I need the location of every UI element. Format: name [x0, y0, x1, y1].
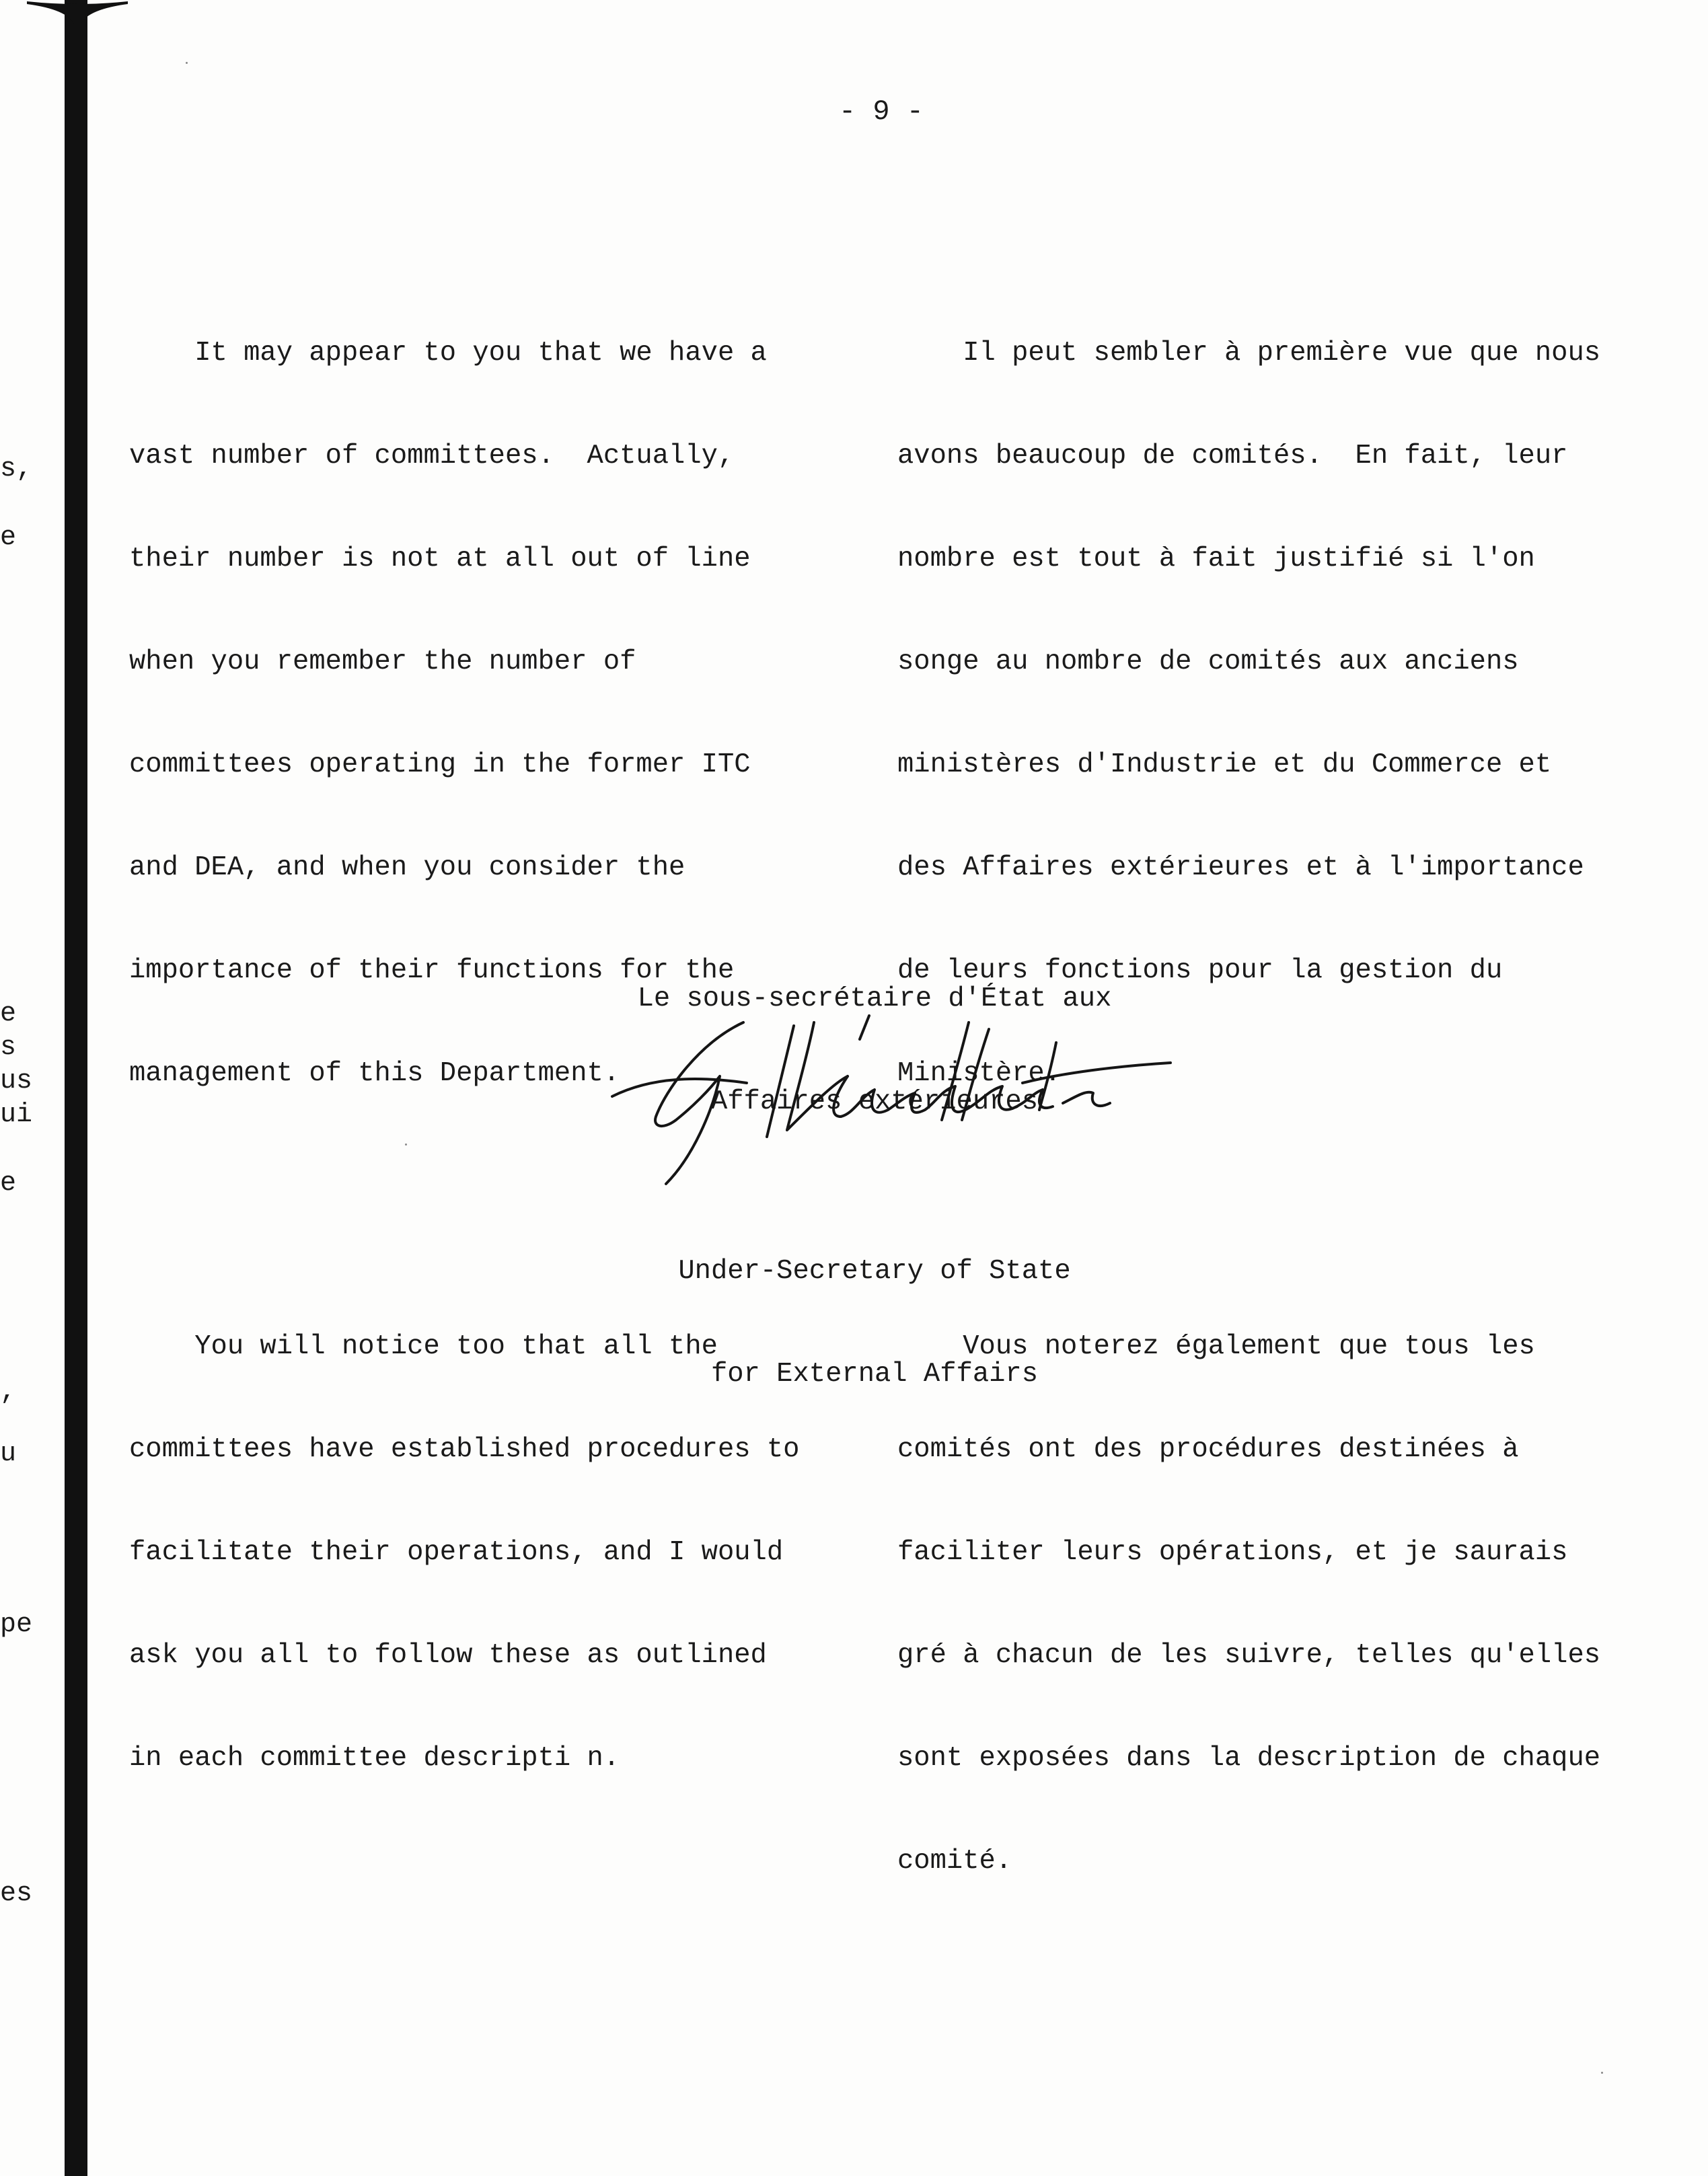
- scan-speck: [186, 62, 188, 64]
- text-line: committees have established procedures to: [129, 1434, 800, 1465]
- binding-bar: [65, 0, 87, 2176]
- gutter-text-fragments: [0, 0, 61, 2176]
- text-line: management of this Department.: [129, 1058, 620, 1089]
- gutter-fragment: ui: [0, 1100, 33, 1130]
- text-line: Le sous-secrétaire d'État aux: [637, 983, 1112, 1014]
- gutter-fragment: e: [0, 523, 17, 553]
- handwritten-signature: [592, 1002, 1197, 1197]
- text-line: facilitate their operations, and I would: [129, 1537, 784, 1568]
- scan-speck: [405, 1143, 407, 1146]
- text-line: Affaires extérieures: [710, 1086, 1039, 1117]
- gutter-fragment: e: [0, 1168, 17, 1199]
- text-line: in each committee descripti n.: [129, 1743, 620, 1774]
- text-line: for External Affairs: [710, 1359, 1039, 1390]
- page-number: - 9 -: [838, 96, 924, 128]
- gutter-fragment: es: [0, 1879, 33, 1909]
- text-line: Vous noterez également que tous les: [897, 1331, 1535, 1362]
- text-line: ministères d'Industrie et du Commerce et: [897, 749, 1552, 780]
- text-line: faciliter leurs opérations, et je saurais: [897, 1537, 1568, 1568]
- text-line: Il peut sembler à première vue que nous: [897, 338, 1601, 369]
- text-line: des Affaires extérieures et à l'importance: [897, 852, 1584, 883]
- gutter-fragment: u: [0, 1439, 17, 1469]
- scan-speck: [1601, 2072, 1603, 2074]
- gutter-fragment: e: [0, 999, 17, 1029]
- text-line: songe au nombre de comités aux anciens: [897, 646, 1519, 677]
- text-line: Under-Secretary of State: [678, 1256, 1071, 1287]
- text-line: It may appear to you that we have a: [129, 338, 767, 369]
- text-line: their number is not at all out of line: [129, 543, 751, 574]
- text-line: and DEA, and when you consider the: [129, 852, 685, 883]
- text-line: committees operating in the former ITC: [129, 749, 751, 780]
- gutter-fragment: us: [0, 1066, 33, 1096]
- text-line: importance of their functions for the: [129, 955, 735, 986]
- text-line: gré à chacun de les suivre, telles qu'elles: [897, 1640, 1601, 1671]
- gutter-fragment: s,: [0, 454, 33, 484]
- text-line: vast number of committees. Actually,: [129, 441, 735, 472]
- text-line: sont exposées dans la description de chaque: [897, 1743, 1601, 1774]
- gutter-fragment: ,: [0, 1377, 17, 1407]
- gutter-fragment: s: [0, 1033, 17, 1063]
- text-line: de leurs fonctions pour la gestion du: [897, 955, 1503, 986]
- signatory-title-english: [605, 1186, 1144, 1460]
- text-line: when you remember the number of: [129, 646, 636, 677]
- text-line: nombre est tout à fait justifié si l'on: [897, 543, 1535, 574]
- text-line: comité.: [897, 1846, 1012, 1877]
- gutter-fragment: pe: [0, 1610, 33, 1640]
- text-line: You will notice too that all the: [129, 1331, 718, 1362]
- text-line: comités ont des procédures destinées à: [897, 1434, 1519, 1465]
- text-line: ask you all to follow these as outlined: [129, 1640, 767, 1671]
- text-line: Ministère.: [897, 1058, 1062, 1089]
- text-line: avons beaucoup de comités. En fait, leur: [897, 441, 1568, 472]
